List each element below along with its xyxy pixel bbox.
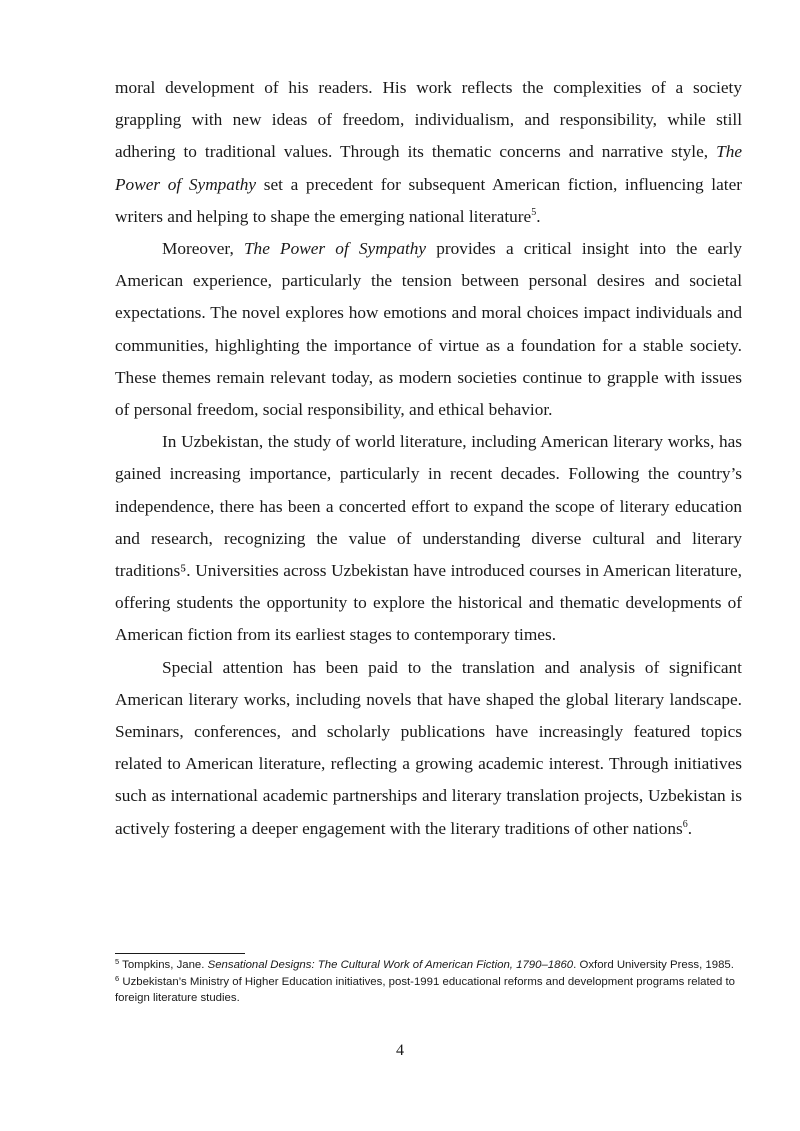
text-run: set a precedent for subsequent American fiction, influencing later writers and helping to shape the emerging national literature — [115, 174, 742, 226]
footnote-text: . Oxford University Press, 1985. — [573, 959, 734, 971]
paragraph — [115, 426, 742, 651]
text-run: Special attention has been paid to the translation and analysis of significant American literary works, including novels that have shaped the global literary landscape. Seminars, conferences, and scholarly publications have increasingly featured topics related to American literature, reflecting a growing academic interest. Through initiatives such as international academic partnerships and literary translation projects, Uzbekistan is actively fostering a deeper engagement with the literary traditions of other nations — [115, 657, 742, 838]
footnote — [115, 974, 742, 1007]
footnote-marker: 6 — [115, 973, 120, 983]
text-run: . — [536, 206, 541, 226]
book-title: The Power of Sympathy — [115, 142, 742, 194]
footnote-book-title: Sensational Designs: The Cultural Work of American Fiction, 1790–1860 — [207, 959, 574, 971]
footnote-ref[interactable]: 5 — [531, 206, 537, 218]
text-run: provides a critical insight into the early American experience, particularly the tension between personal desires and societal expectations. The novel explores how emotions and moral choices impact individuals and communities, highlighting the importance of virtue as a foundation for a stable society. These themes remain relevant today, as modern societies continue to grapple with issues of personal freedom, social responsibility, and ethical behavior. — [115, 239, 742, 420]
footnote-ref[interactable]: 6 — [682, 818, 688, 830]
paragraph — [115, 652, 742, 845]
footnote-marker: 5 — [115, 957, 120, 966]
footnotes-section — [115, 953, 742, 1007]
footnote-text: Tompkins, Jane. — [119, 959, 208, 971]
paragraph — [115, 233, 742, 426]
text-run: . — [687, 818, 693, 838]
paragraph — [115, 72, 742, 233]
text-run: moral development of his readers. His work reflects the complexities of a society grappling with new ideas of freedom, individualism, and responsibility, while still adhering to traditional values. Through its thematic concerns and narrative style, — [115, 78, 742, 162]
document-body — [115, 72, 742, 845]
text-run: Moreover, — [162, 239, 244, 259]
footnote — [115, 957, 742, 974]
footnote-separator — [115, 953, 245, 954]
footnote-text: Uzbekistan’s Ministry of Higher Education initiatives, post-1991 educational reforms and development programs related to foreign literature studies. — [115, 975, 736, 1004]
book-title: The Power of Sympathy — [243, 239, 427, 259]
page-number: 4 — [396, 1042, 404, 1059]
text-run: In Uzbekistan, the study of world literature, including American literary works, has gained increasing importance, particularly in recent decades. Following the country’s independence, there has been a concerted effort to expand the scope of literary education and research, recognizing the value of understanding diverse cultural and literary traditions⁵. Universities across Uzbekistan have introduced courses in American literature, offering students the opportunity to explore the historical and thematic developments of American fiction from its earliest stages to contemporary times. — [115, 432, 742, 645]
